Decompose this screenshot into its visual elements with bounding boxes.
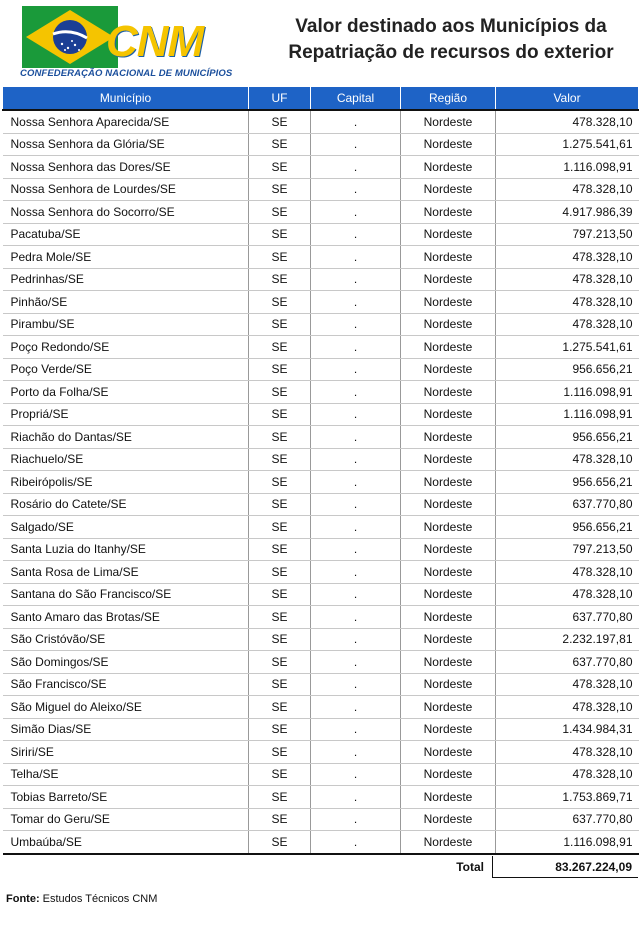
cell-regiao: Nordeste — [401, 358, 496, 381]
cell-municipio: Riachão do Dantas/SE — [3, 426, 249, 449]
cell-uf: SE — [249, 786, 311, 809]
cell-regiao: Nordeste — [401, 673, 496, 696]
cell-regiao: Nordeste — [401, 156, 496, 179]
table-row — [3, 336, 639, 359]
column-header-uf: UF — [249, 87, 311, 111]
cell-valor: 637.770,80 — [496, 606, 639, 629]
cell-valor: 1.275.541,61 — [496, 336, 639, 359]
cell-uf: SE — [249, 673, 311, 696]
cell-regiao: Nordeste — [401, 718, 496, 741]
table-row — [3, 718, 639, 741]
table-row — [3, 808, 639, 831]
brazil-flag-icon — [22, 6, 118, 68]
cell-municipio: Santa Luzia do Itanhy/SE — [3, 538, 249, 561]
cell-uf: SE — [249, 471, 311, 494]
cell-regiao: Nordeste — [401, 651, 496, 674]
source-text: Estudos Técnicos CNM — [39, 893, 158, 905]
cell-valor: 478.328,10 — [496, 741, 639, 764]
cell-capital: . — [311, 178, 401, 201]
cell-uf: SE — [249, 561, 311, 584]
cell-municipio: São Francisco/SE — [3, 673, 249, 696]
table-row — [3, 628, 639, 651]
cell-valor: 956.656,21 — [496, 516, 639, 539]
cell-valor: 637.770,80 — [496, 493, 639, 516]
cell-municipio: Tomar do Geru/SE — [3, 808, 249, 831]
cell-uf: SE — [249, 381, 311, 404]
cell-regiao: Nordeste — [401, 493, 496, 516]
cell-valor: 478.328,10 — [496, 110, 639, 133]
table-row — [3, 133, 639, 156]
cell-uf: SE — [249, 808, 311, 831]
table-row — [3, 291, 639, 314]
cell-uf: SE — [249, 403, 311, 426]
cell-uf: SE — [249, 696, 311, 719]
cell-capital: . — [311, 313, 401, 336]
cell-municipio: Nossa Senhora da Glória/SE — [3, 133, 249, 156]
cell-municipio: Santo Amaro das Brotas/SE — [3, 606, 249, 629]
cell-valor: 1.753.869,71 — [496, 786, 639, 809]
cell-uf: SE — [249, 201, 311, 224]
cell-capital: . — [311, 471, 401, 494]
cell-municipio: Nossa Senhora de Lourdes/SE — [3, 178, 249, 201]
organization-name: CONFEDERAÇÃO NACIONAL DE MUNICÍPIOS — [20, 68, 233, 79]
cell-capital: . — [311, 268, 401, 291]
title-line-2: Repatriação de recursos do exterior — [288, 42, 614, 63]
cell-uf: SE — [249, 583, 311, 606]
cell-municipio: Pedra Mole/SE — [3, 246, 249, 269]
cell-regiao: Nordeste — [401, 696, 496, 719]
cell-municipio: Pacatuba/SE — [3, 223, 249, 246]
cell-capital: . — [311, 763, 401, 786]
cell-valor: 478.328,10 — [496, 561, 639, 584]
column-header-valor: Valor — [496, 87, 639, 111]
cell-valor: 956.656,21 — [496, 358, 639, 381]
table-row — [3, 493, 639, 516]
cell-capital: . — [311, 651, 401, 674]
cell-regiao: Nordeste — [401, 628, 496, 651]
cell-valor: 478.328,10 — [496, 583, 639, 606]
table-row — [3, 156, 639, 179]
cell-municipio: Riachuelo/SE — [3, 448, 249, 471]
cell-municipio: Salgado/SE — [3, 516, 249, 539]
cell-capital: . — [311, 156, 401, 179]
cell-regiao: Nordeste — [401, 133, 496, 156]
total-label: Total — [398, 856, 493, 878]
cell-capital: . — [311, 673, 401, 696]
cell-regiao: Nordeste — [401, 426, 496, 449]
cell-municipio: Telha/SE — [3, 763, 249, 786]
cell-municipio: Santa Rosa de Lima/SE — [3, 561, 249, 584]
cell-valor: 478.328,10 — [496, 246, 639, 269]
cell-municipio: Nossa Senhora do Socorro/SE — [3, 201, 249, 224]
cell-uf: SE — [249, 763, 311, 786]
table-row — [3, 831, 639, 854]
cell-capital: . — [311, 718, 401, 741]
cell-capital: . — [311, 201, 401, 224]
cell-municipio: Poço Verde/SE — [3, 358, 249, 381]
cell-capital: . — [311, 696, 401, 719]
cell-valor: 797.213,50 — [496, 538, 639, 561]
cell-uf: SE — [249, 156, 311, 179]
cell-regiao: Nordeste — [401, 178, 496, 201]
table-row — [3, 223, 639, 246]
cell-municipio: Rosário do Catete/SE — [3, 493, 249, 516]
cell-capital: . — [311, 831, 401, 854]
cell-valor: 1.116.098,91 — [496, 831, 639, 854]
cell-valor: 1.116.098,91 — [496, 156, 639, 179]
cell-capital: . — [311, 403, 401, 426]
cell-uf: SE — [249, 741, 311, 764]
cell-uf: SE — [249, 718, 311, 741]
logo-wordmark: CNM — [106, 17, 204, 66]
cell-regiao: Nordeste — [401, 313, 496, 336]
cell-valor: 956.656,21 — [496, 471, 639, 494]
table-row — [3, 696, 639, 719]
cell-capital: . — [311, 493, 401, 516]
cell-uf: SE — [249, 538, 311, 561]
cell-uf: SE — [249, 110, 311, 133]
cell-capital: . — [311, 628, 401, 651]
cell-municipio: Siriri/SE — [3, 741, 249, 764]
cell-valor: 478.328,10 — [496, 448, 639, 471]
cell-capital: . — [311, 448, 401, 471]
table-row — [3, 606, 639, 629]
cell-capital: . — [311, 786, 401, 809]
cell-uf: SE — [249, 831, 311, 854]
cell-uf: SE — [249, 628, 311, 651]
table-row — [3, 763, 639, 786]
cell-regiao: Nordeste — [401, 831, 496, 854]
cell-uf: SE — [249, 246, 311, 269]
table-row — [3, 110, 639, 133]
cell-valor: 478.328,10 — [496, 763, 639, 786]
cell-municipio: São Domingos/SE — [3, 651, 249, 674]
source-note — [6, 893, 157, 905]
cell-regiao: Nordeste — [401, 448, 496, 471]
title-line-1: Valor destinado aos Municípios da — [295, 16, 607, 37]
cell-valor: 1.116.098,91 — [496, 381, 639, 404]
table-row — [3, 516, 639, 539]
total-row — [398, 856, 638, 878]
cnm-logo — [14, 4, 233, 79]
page-title — [266, 14, 636, 66]
cell-valor: 956.656,21 — [496, 426, 639, 449]
cell-regiao: Nordeste — [401, 381, 496, 404]
cell-regiao: Nordeste — [401, 516, 496, 539]
table-row — [3, 403, 639, 426]
table-body — [3, 110, 639, 854]
cell-municipio: Santana do São Francisco/SE — [3, 583, 249, 606]
table-row — [3, 651, 639, 674]
cell-uf: SE — [249, 178, 311, 201]
cell-valor: 478.328,10 — [496, 268, 639, 291]
cell-regiao: Nordeste — [401, 741, 496, 764]
cell-uf: SE — [249, 448, 311, 471]
cell-municipio: São Miguel do Aleixo/SE — [3, 696, 249, 719]
cell-capital: . — [311, 110, 401, 133]
cell-capital: . — [311, 133, 401, 156]
cell-uf: SE — [249, 358, 311, 381]
cell-capital: . — [311, 336, 401, 359]
cell-municipio: Pirambu/SE — [3, 313, 249, 336]
cell-valor: 1.116.098,91 — [496, 403, 639, 426]
cell-uf: SE — [249, 516, 311, 539]
cell-capital: . — [311, 741, 401, 764]
cell-valor: 478.328,10 — [496, 291, 639, 314]
cell-regiao: Nordeste — [401, 291, 496, 314]
table-header-row — [3, 87, 639, 111]
cell-uf: SE — [249, 291, 311, 314]
cell-capital: . — [311, 808, 401, 831]
cell-valor: 2.232.197,81 — [496, 628, 639, 651]
cell-capital: . — [311, 426, 401, 449]
cell-municipio: Propriá/SE — [3, 403, 249, 426]
cell-valor: 478.328,10 — [496, 673, 639, 696]
table-row — [3, 538, 639, 561]
page-header — [0, 0, 640, 86]
cell-municipio: Tobias Barreto/SE — [3, 786, 249, 809]
cell-uf: SE — [249, 313, 311, 336]
municipalities-table — [2, 86, 639, 855]
cell-regiao: Nordeste — [401, 583, 496, 606]
cell-valor: 1.275.541,61 — [496, 133, 639, 156]
cell-valor: 797.213,50 — [496, 223, 639, 246]
cell-municipio: Poço Redondo/SE — [3, 336, 249, 359]
cell-capital: . — [311, 223, 401, 246]
table-row — [3, 448, 639, 471]
cell-municipio: Pedrinhas/SE — [3, 268, 249, 291]
column-header-regiao: Região — [401, 87, 496, 111]
cell-municipio: Porto da Folha/SE — [3, 381, 249, 404]
cell-capital: . — [311, 246, 401, 269]
column-header-municipio: Município — [3, 87, 249, 111]
cell-regiao: Nordeste — [401, 403, 496, 426]
table-row — [3, 358, 639, 381]
cell-uf: SE — [249, 493, 311, 516]
cell-regiao: Nordeste — [401, 201, 496, 224]
cell-capital: . — [311, 583, 401, 606]
cell-capital: . — [311, 381, 401, 404]
cell-capital: . — [311, 516, 401, 539]
cell-municipio: Ribeirópolis/SE — [3, 471, 249, 494]
cell-municipio: São Cristóvão/SE — [3, 628, 249, 651]
cell-uf: SE — [249, 651, 311, 674]
cell-uf: SE — [249, 606, 311, 629]
cell-regiao: Nordeste — [401, 808, 496, 831]
cell-uf: SE — [249, 426, 311, 449]
table-row — [3, 583, 639, 606]
cell-valor: 637.770,80 — [496, 651, 639, 674]
cell-regiao: Nordeste — [401, 246, 496, 269]
cell-uf: SE — [249, 133, 311, 156]
cell-capital: . — [311, 606, 401, 629]
cell-regiao: Nordeste — [401, 268, 496, 291]
column-header-capital: Capital — [311, 87, 401, 111]
table-row — [3, 786, 639, 809]
cell-municipio: Umbaúba/SE — [3, 831, 249, 854]
table-row — [3, 178, 639, 201]
cell-valor: 478.328,10 — [496, 696, 639, 719]
cell-capital: . — [311, 358, 401, 381]
cell-valor: 478.328,10 — [496, 313, 639, 336]
cell-municipio: Simão Dias/SE — [3, 718, 249, 741]
table-row — [3, 381, 639, 404]
cell-regiao: Nordeste — [401, 336, 496, 359]
cell-capital: . — [311, 538, 401, 561]
cell-regiao: Nordeste — [401, 110, 496, 133]
cell-valor: 478.328,10 — [496, 178, 639, 201]
table-row — [3, 673, 639, 696]
cell-municipio: Nossa Senhora Aparecida/SE — [3, 110, 249, 133]
cell-regiao: Nordeste — [401, 471, 496, 494]
cell-capital: . — [311, 561, 401, 584]
cell-valor: 1.434.984,31 — [496, 718, 639, 741]
total-value: 83.267.224,09 — [493, 856, 638, 878]
cell-valor: 4.917.986,39 — [496, 201, 639, 224]
table-row — [3, 561, 639, 584]
cell-uf: SE — [249, 336, 311, 359]
source-label: Fonte: — [6, 893, 40, 905]
table-row — [3, 741, 639, 764]
cell-capital: . — [311, 291, 401, 314]
cell-uf: SE — [249, 223, 311, 246]
cell-regiao: Nordeste — [401, 786, 496, 809]
table-row — [3, 313, 639, 336]
table-row — [3, 201, 639, 224]
cell-regiao: Nordeste — [401, 538, 496, 561]
cell-uf: SE — [249, 268, 311, 291]
table-row — [3, 268, 639, 291]
cell-regiao: Nordeste — [401, 606, 496, 629]
cell-regiao: Nordeste — [401, 223, 496, 246]
cell-regiao: Nordeste — [401, 763, 496, 786]
cell-regiao: Nordeste — [401, 561, 496, 584]
cell-municipio: Pinhão/SE — [3, 291, 249, 314]
table-row — [3, 471, 639, 494]
table-row — [3, 246, 639, 269]
cell-valor: 637.770,80 — [496, 808, 639, 831]
cell-municipio: Nossa Senhora das Dores/SE — [3, 156, 249, 179]
table-row — [3, 426, 639, 449]
